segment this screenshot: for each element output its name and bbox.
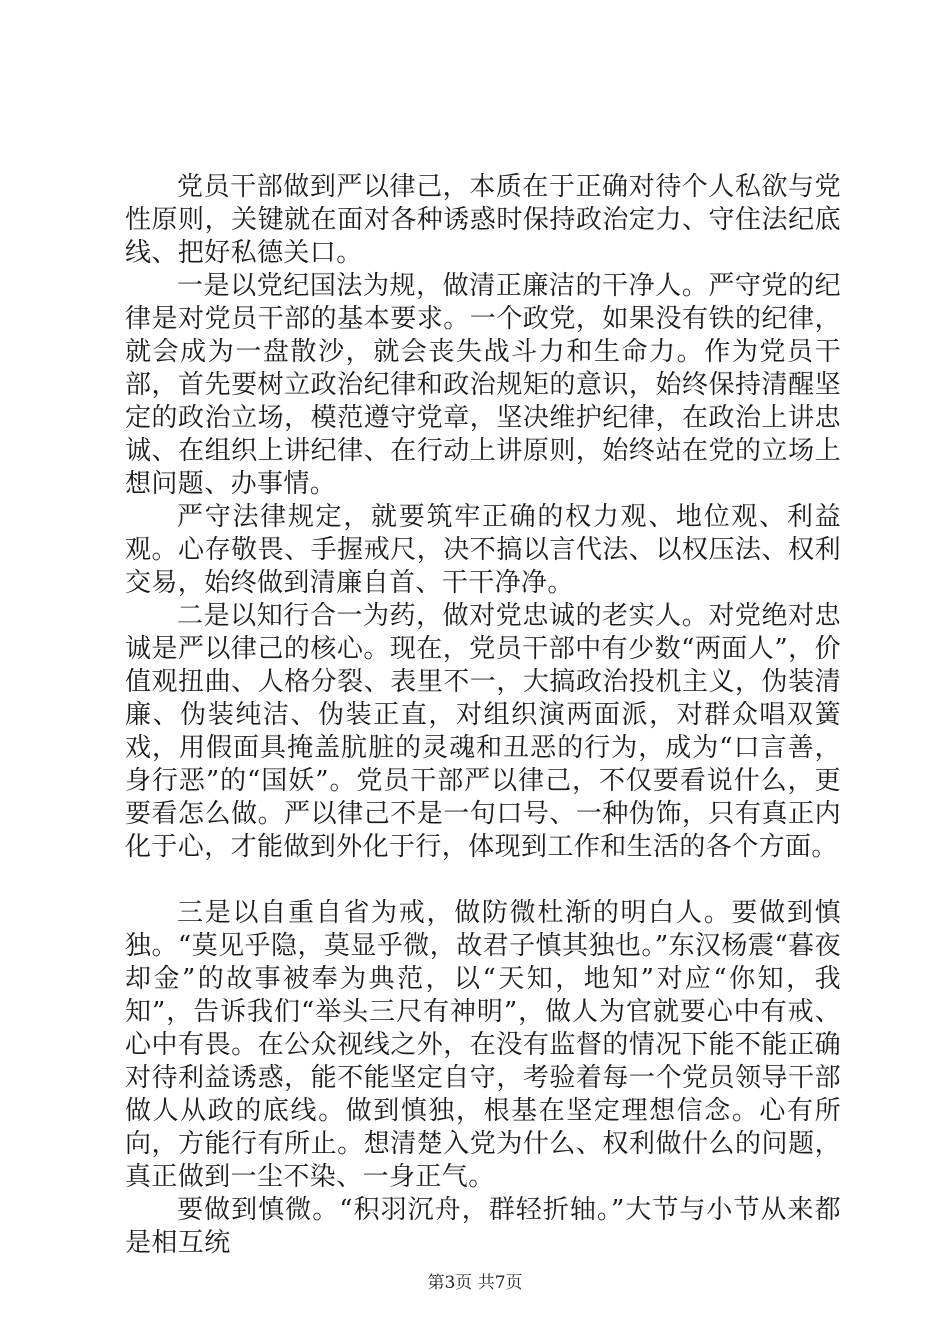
- document-body: [125, 171, 841, 1260]
- paragraph-point-three: 三是以自重自省为戒，做防微杜渐的明白人。要做到慎独。“莫见乎隐，莫显乎微，故君子慎其独也。”东汉杨震“暮夜却金”的故事被奉为典范，以“天知，地知”对应“你知，我知”，告诉我们“举头三尺有神明”，做人为官就要心中有戒、心中有畏。在公众视线之外，在没有监督的情况下能不能正确对待利益诱惑，能不能坚定自守，考验着每一个党员领导干部做人从政的底线。做到慎独，根基在坚定理想信念。心有所向，方能行有所止。想清楚入党为什么、权利做什么的问题，真正做到一尘不染、一身正气。: [125, 898, 841, 1192]
- paragraph-point-two: 二是以知行合一为药，做对党忠诚的老实人。对党绝对忠诚是严以律己的核心。现在，党员干部中有少数“两面人”，价值观扭曲、人格分裂、表里不一，大搞政治投机主义，伪装清廉、伪装纯洁、伪装正直，对组织演两面派，对群众唱双簧戏，用假面具掩盖肮脏的灵魂和丑恶的行为，成为“口言善，身行恶”的“国妖”。党员干部严以律己，不仅要看说什么，更要看怎么做。严以律己不是一句口号、一种伪饰，只有真正内化于心，才能做到外化于行，体现到工作和生活的各个方面。: [125, 601, 841, 862]
- paragraph-subtle: 要做到慎微。“积羽沉舟，群轻折轴。”大节与小节从来都是相互统: [125, 1195, 841, 1258]
- page-number: 第3页 共7页: [427, 1273, 523, 1293]
- paragraph-intro: 党员干部做到严以律己，本质在于正确对待个人私欲与党性原则，关键就在面对各种诱惑时保持政治定力、守住法纪底线、把好私德关口。: [125, 172, 841, 268]
- paragraph-gap: [125, 864, 841, 897]
- paragraph-point-one: 一是以党纪国法为规，做清正廉洁的干净人。严守党的纪律是对党员干部的基本要求。一个政党，如果没有铁的纪律，就会成为一盘散沙，就会丧失战斗力和生命力。作为党员干部，首先要树立政治纪律和政治规矩的意识，始终保持清醒坚定的政治立场，模范遵守党章，坚决维护纪律，在政治上讲忠诚、在组织上讲纪律、在行动上讲原则，始终站在党的立场上想问题、办事情。: [125, 271, 841, 499]
- paragraph-law: 严守法律规定，就要筑牢正确的权力观、地位观、利益观。心存敬畏、手握戒尺，决不搞以言代法、以权压法、权利交易，始终做到清廉自首、干干净净。: [125, 502, 841, 598]
- page-footer: [0, 1272, 950, 1294]
